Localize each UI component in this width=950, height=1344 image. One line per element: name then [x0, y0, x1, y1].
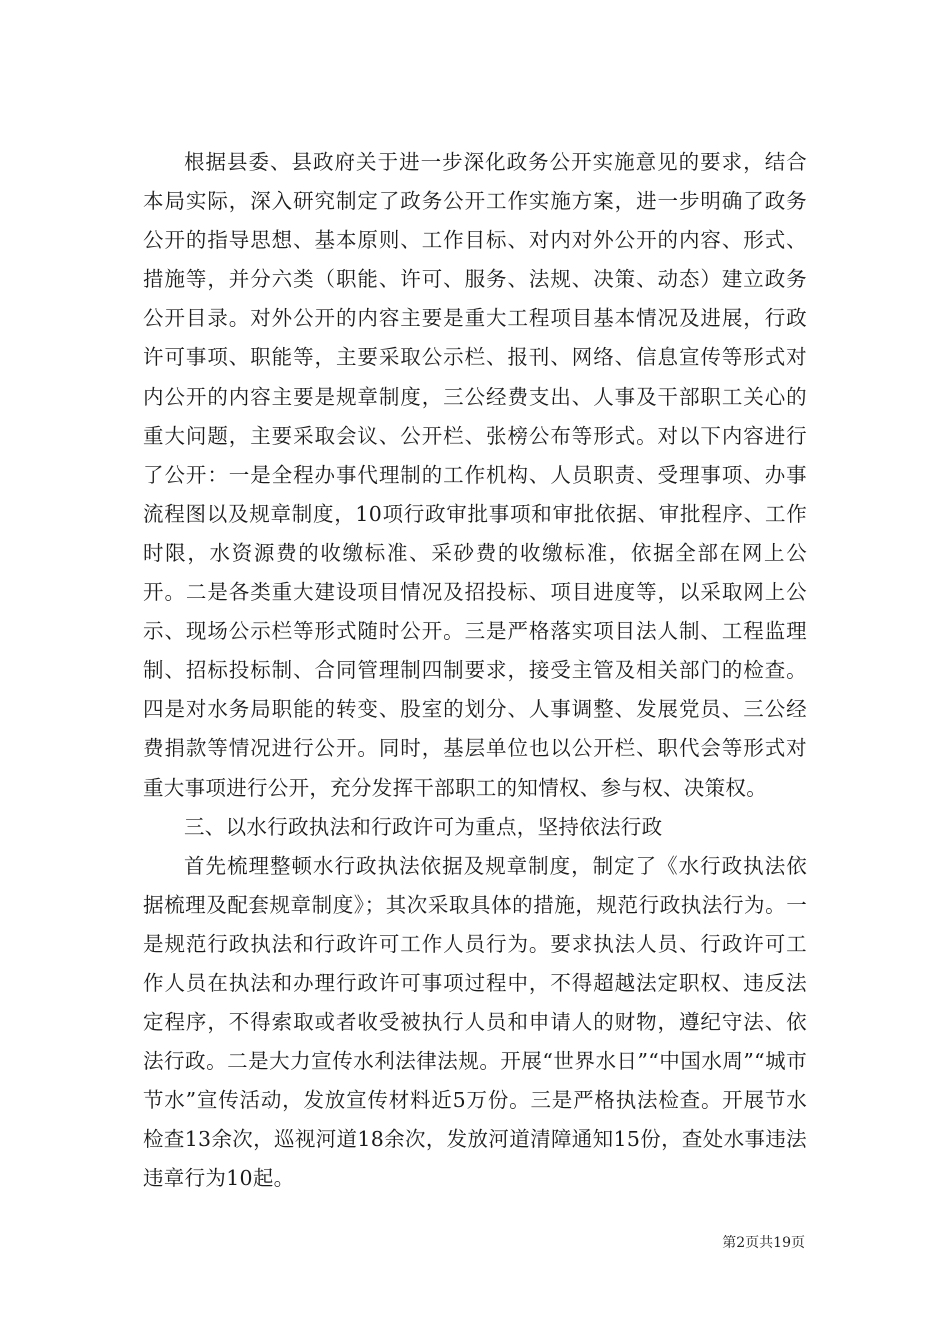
page-number-footer: 第2页共19页 — [722, 1235, 805, 1251]
paragraph-law-enforcement: 首先梳理整顿水行政执法依据及规章制度，制定了《水行政执法依据梳理及配套规章制度》；其次采取具体的措施，规范行政执法行为。一是规范行政执法和行政许可工作人员行为。要求执法人员、行政许可工作人员在执法和办理行政许可事项过程中，不得超越法定职权、违反法定程序，不得索取或者收受被执行人员和申请人的财物，遵纪守法、依法行政。二是大力宣传水利法律法规。开展“世界水日”“中国水周”“城市节水”宣传活动，发放宣传材料近5万份。三是严格执法检查。开展节水检查13余次，巡视河道18余次，发放河道清障通知15份，查处水事违法违章行为10起。 — [143, 853, 807, 1191]
section-heading: 三、以水行政执法和行政许可为重点，坚持依法行政 — [184, 814, 663, 839]
document-body — [143, 143, 807, 1199]
paragraph-disclosure: 根据县委、县政府关于进一步深化政务公开实施意见的要求，结合本局实际，深入研究制定了政务公开工作实施方案，进一步明确了政务公开的指导思想、基本原则、工作目标、对内对外公开的内容、形式、措施等，并分六类（职能、许可、服务、法规、决策、动态）建立政务公开目录。对外公开的内容主要是重大工程项目基本情况及进展，行政许可事项、职能等，主要采取公示栏、报刊、网络、信息宣传等形式对内公开的内容主要是规章制度，三公经费支出、人事及干部职工关心的重大问题，主要采取会议、公开栏、张榜公布等形式。对以下内容进行了公开：一是全程办事代理制的工作机构、人员职责、受理事项、办事流程图以及规章制度，10项行政审批事项和审批依据、审批程序、工作时限，水资源费的收缴标准、采砂费的收缴标准，依据全部在网上公开。二是各类重大建设项目情况及招投标、项目进度等，以采取网上公示、现场公示栏等形式随时公开。三是严格落实项目法人制、工程监理制、招标投标制、合同管理制四制要求，接受主管及相关部门的检查。四是对水务局职能的转变、股室的划分、人事调整、发展党员、三公经费捐款等情况进行公开。同时，基层单位也以公开栏、职代会等形式对重大事项进行公开，充分发挥干部职工的知情权、参与权、决策权。 — [143, 150, 807, 800]
